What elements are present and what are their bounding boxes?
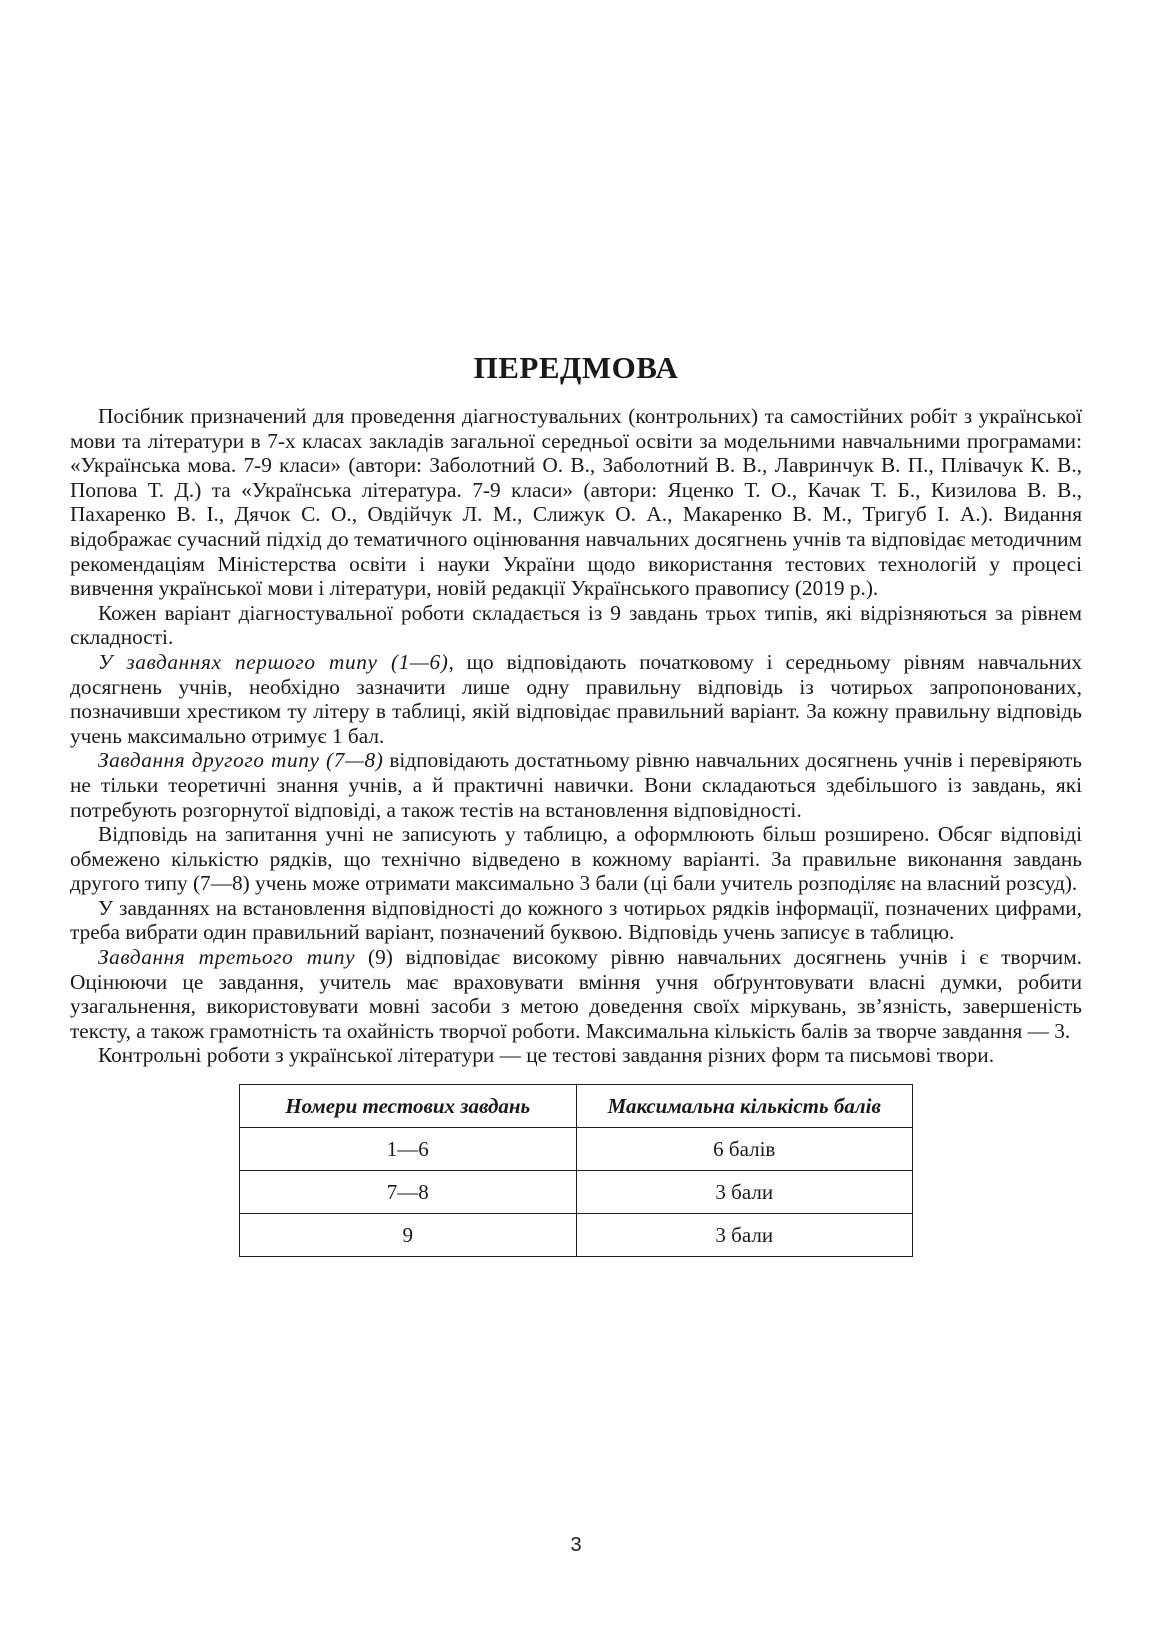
table-row — [240, 1214, 913, 1257]
paragraph-type-two-text: відповідають достатньому рівню навчальних досягнень учнів і перевіряють не тільки теоретичні знання учнів, а й практичні навички. Вони складаються здебільшого із завдань, які потребують розгорнутої відповіді, а також тестів на встановлення відповідності. — [70, 748, 1082, 822]
page-title: ПЕРЕДМОВА — [473, 350, 679, 385]
paragraph-type-two — [70, 748, 1082, 822]
paragraph-intro: Посібник призначений для проведення діагностувальних (контрольних) та самостійних робіт з української мови та літератури в 7-х класах закладів загальної середньої освіти за модельними навчальними програмами: «Українська мова. 7-9 класи» (автори: Заболотний О. В., Заболотний В. В., Лавринчук В. П., Плівачук К. В., Попова Т. Д.) та «Українська література. 7-9 класи» (автори: Яценко Т. О., Качак Т. Б., Кизилова В. В., Пахаренко В. І., Дячок С. О., Овдійчук Л. М., Слижук О. А., Макаренко В. М., Тригуб І. А.). Видання відображає сучасний підхід до тематичного оцінювання навчальних досягнень учнів та відповідає методичним рекомендаціям Міністерства освіти і науки України щодо використання тестових технологій у процесі вивчення української мови і літератури, новій редакції Українського правопису (2019 р.). — [70, 404, 1082, 601]
paragraph-literature: Контрольні роботи з української літератури — це тестові завдання різних форм та письмові твори. — [98, 1043, 995, 1068]
paragraph-type-one-text: , що відповідають початковому і середньому рівням навчальних досягнень учнів, необхідно зазначити лише одну правильну відповідь із чотирьох запропонованих, позначивши хрестиком ту літеру в таблиці, якій відповідає правильний варіант. За кожну правильну відповідь учень максимально отримує 1 бал. — [70, 649, 1082, 748]
table-row — [240, 1171, 913, 1214]
paragraph-type-one — [70, 650, 1082, 748]
paragraph-matching: У завданнях на встановлення відповідності до кожного з чотирьох рядків інформації, позначених цифрами, треба вибрати один правильний варіант, позначений буквою. Відповідь учень записує в таблицю. — [70, 895, 1082, 945]
header-max-score: Максимальна кількість балів — [576, 1085, 913, 1128]
paragraph-type-three-text: (9) відповідає високому рівню навчальних досягнень учнів і є творчим. Оцінюючи це завдання, учитель має враховувати вміння учня обґрунтовувати власні думки, робити узагальнення, використовувати мовні засоби з метою доведення своїх міркувань, зв’язність, завершеність тексту, а також грамотність та охайність творчої роботи. Максимальна кількість балів за творче завдання — 3. — [70, 945, 1082, 1043]
preface-page — [70, 350, 1082, 1257]
max-score-cell: 3 бали — [576, 1214, 913, 1257]
max-score-cell: 6 балів — [576, 1128, 913, 1171]
task-numbers-cell: 9 — [240, 1214, 577, 1257]
header-task-numbers: Номери тестових завдань — [240, 1085, 577, 1128]
paragraph-answers: Відповідь на запитання учні не записують у таблицю, а оформлюють більш розширено. Обсяг відповіді обмежено кількістю рядків, що технічно відведено в кожному варіанті. За правильне виконання завдань другого типу (7—8) учень може отримати максимально 3 бали (ці бали учитель розподіляє на власний розсуд). — [70, 822, 1082, 896]
paragraph-type-one-lead: У завданнях першого типу (1—6) — [98, 649, 449, 674]
task-numbers-cell: 1—6 — [240, 1128, 577, 1171]
paragraph-type-three — [70, 945, 1082, 1043]
task-numbers-cell: 7—8 — [240, 1171, 577, 1214]
table-row — [240, 1128, 913, 1171]
preface-body — [70, 404, 1082, 1068]
paragraph-variants: Кожен варіант діагностувальної роботи складається із 9 завдань трьох типів, які відрізняються за рівнем складності. — [70, 600, 1082, 650]
paragraph-type-two-lead: Завдання другого типу (7—8) — [98, 748, 384, 773]
max-score-cell: 3 бали — [576, 1171, 913, 1214]
scores-table — [239, 1084, 913, 1257]
paragraph-type-three-lead: Завдання третього типу — [98, 945, 356, 970]
page-number: 3 — [570, 1534, 582, 1556]
table-header-row — [240, 1085, 913, 1128]
